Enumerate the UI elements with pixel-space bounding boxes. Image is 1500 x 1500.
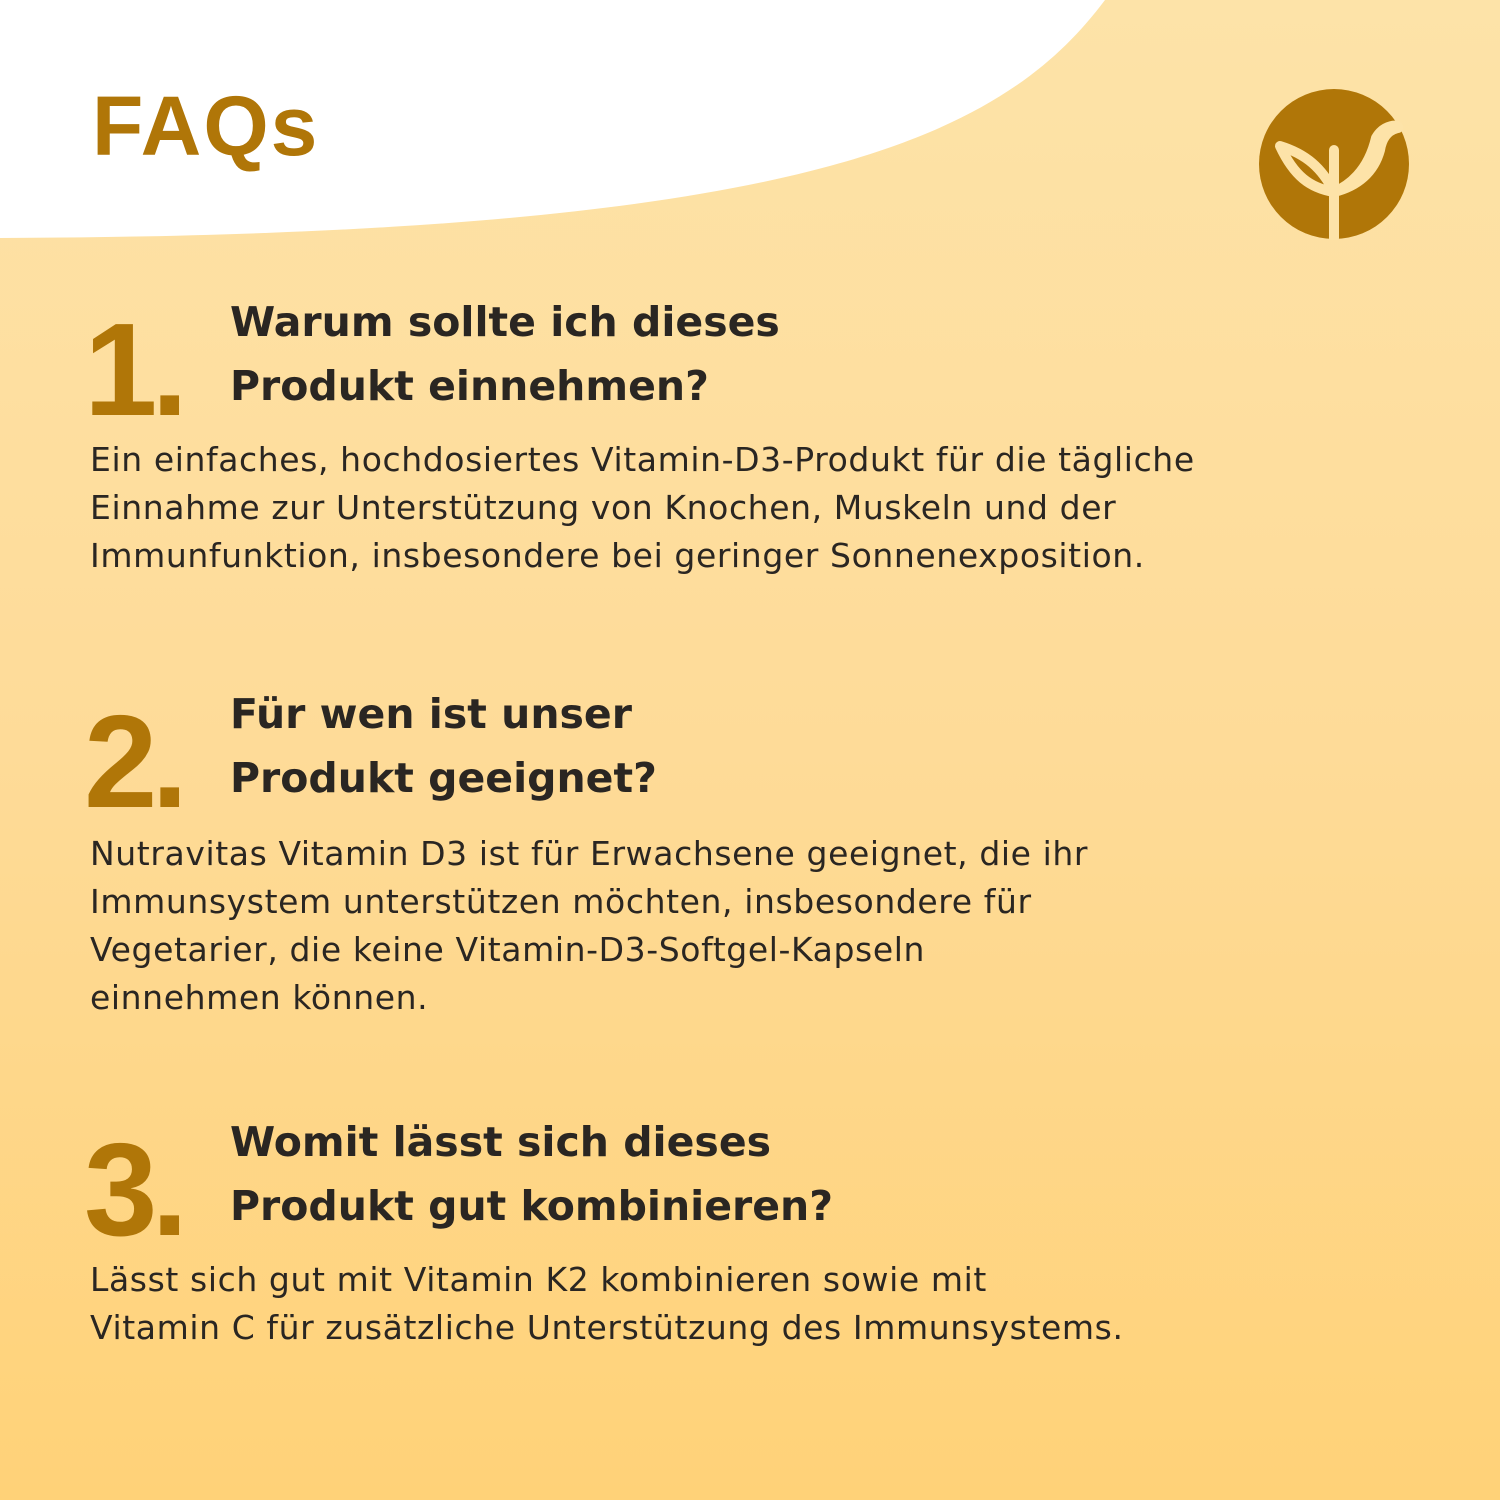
faq-answer-line: Einnahme zur Unterstützung von Knochen, Muskeln und der [90, 488, 1117, 527]
faq-answer-line: Immunsystem unterstützen möchten, insbesondere für [90, 882, 1032, 921]
faq-number: 3. [84, 1116, 183, 1263]
faq-answer-line: Immunfunktion, insbesondere bei geringer Sonnenexposition. [90, 536, 1145, 575]
faq-answer-line: Vitamin C für zusätzliche Unterstützung des Immunsystems. [90, 1308, 1124, 1347]
faq-question [230, 1110, 833, 1238]
faq-answer-line: einnehmen können. [90, 978, 429, 1017]
faq-number: 1. [84, 296, 183, 443]
faq-answer [90, 436, 1420, 580]
faq-answer [90, 1256, 1420, 1352]
faq-question-line: Für wen ist unser [230, 690, 632, 738]
sprout-icon [1258, 88, 1410, 240]
faq-answer-line: Nutravitas Vitamin D3 ist für Erwachsene geeignet, die ihr [90, 834, 1089, 873]
faq-answer [90, 830, 1420, 1022]
page-title: FAQs [92, 79, 320, 173]
faq-number: 2. [84, 688, 183, 835]
faq-answer-line: Lässt sich gut mit Vitamin K2 kombinieren sowie mit [90, 1260, 987, 1299]
faq-question-line: Warum sollte ich dieses [230, 298, 780, 346]
faq-question-line: Womit lässt sich dieses [230, 1118, 772, 1166]
faq-answer-line: Vegetarier, die keine Vitamin-D3-Softgel-Kapseln [90, 930, 926, 969]
faq-question-line: Produkt einnehmen? [230, 362, 709, 410]
faq-question [230, 682, 657, 810]
faq-question-line: Produkt gut kombinieren? [230, 1182, 834, 1230]
faq-answer-line: Ein einfaches, hochdosiertes Vitamin-D3-Produkt für die tägliche [90, 440, 1195, 479]
faq-question [230, 290, 780, 418]
faq-question-line: Produkt geeignet? [230, 754, 657, 802]
